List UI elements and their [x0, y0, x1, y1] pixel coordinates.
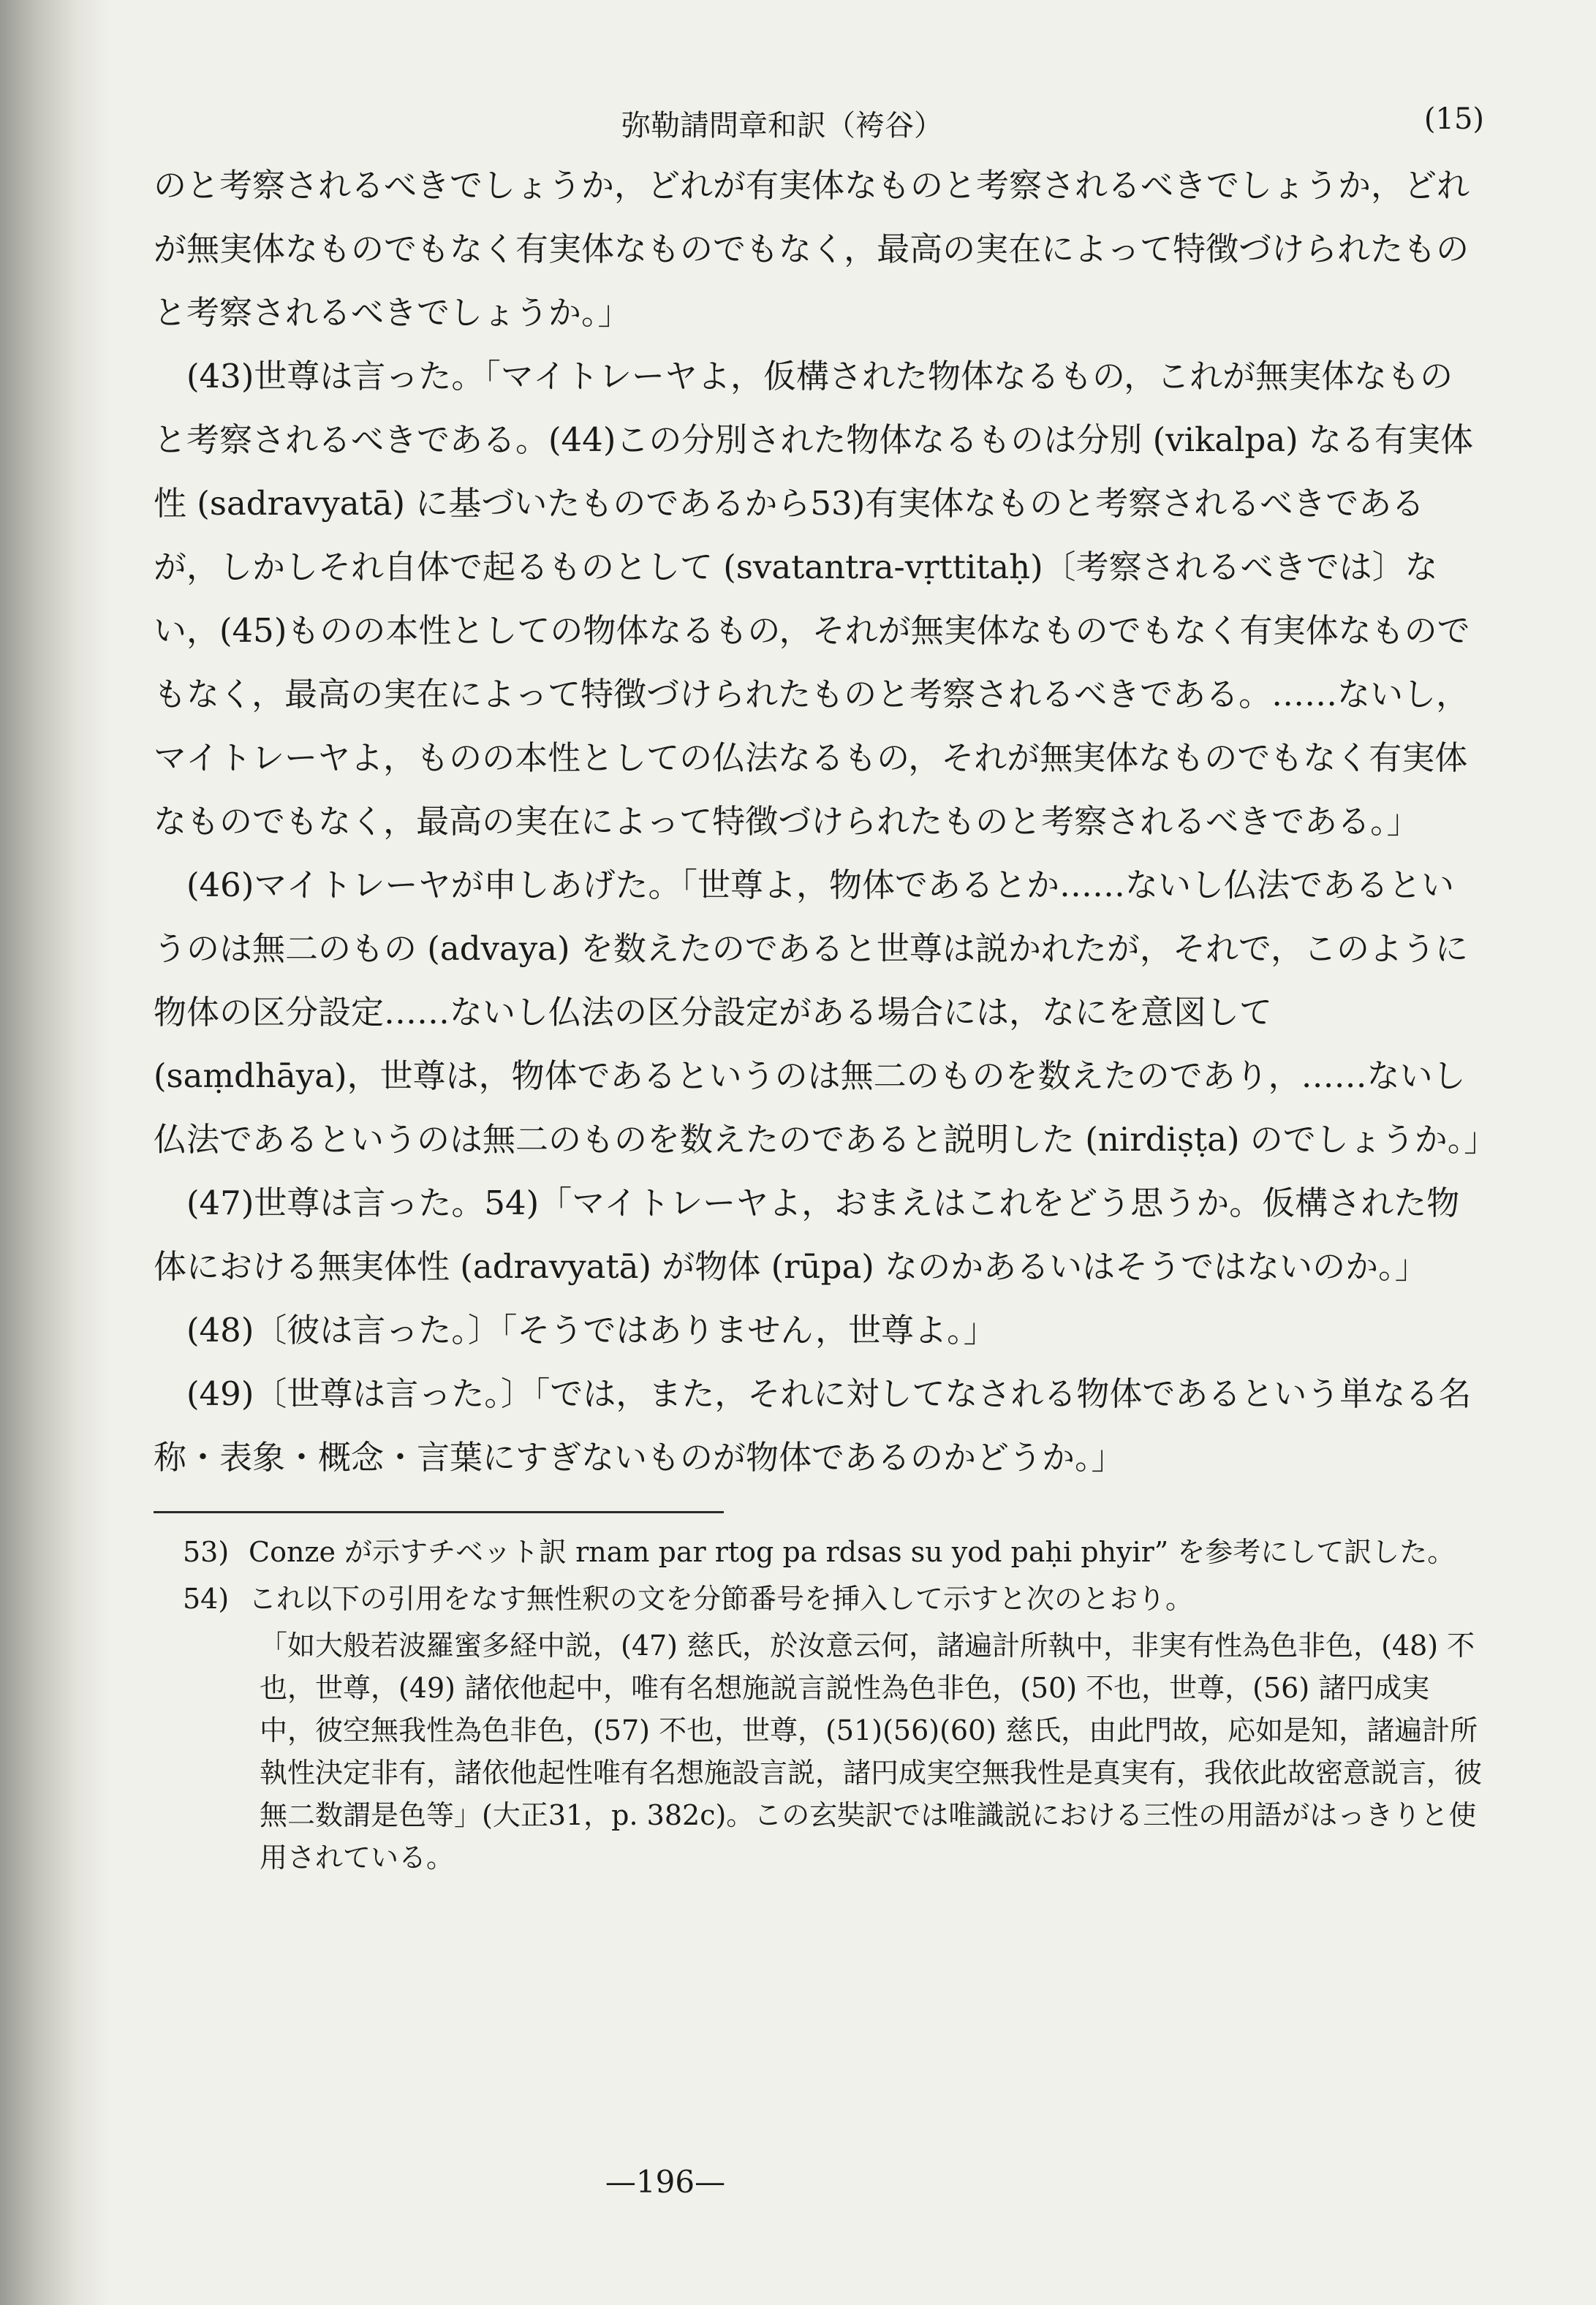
- footnote-rule: [154, 1511, 724, 1513]
- footnote: [154, 1531, 1484, 1573]
- paragraph: (43)世尊は言った。「マイトレーヤよ，仮構された物体なるもの，これが無実体なものと考察されるべきである。(44)この分別された物体なるものは分別 (vikalpa) なる有実体性 (sadravyatā) に基づいたものであるから53)有実体なものと考察されるべきであるが，しかしそれ自体で起るものとして (svatantra-vṛttitaḥ)〔考察されるべきでは〕ない，(45)ものの本性としての物体なるもの，それが無実体なものでもなく有実体なものでもなく，最高の実在によって特徴づけられたものと考察されるべきである。……ないし，マイトレーヤよ，ものの本性としての仏法なるもの，それが無実体なものでもなく有実体なものでもなく，最高の実在によって特徴づけられたものと考察されるべきである。」: [154, 357, 1474, 841]
- folio-page-number: —196—: [605, 2164, 726, 2200]
- paragraph: のと考察されるべきでしょうか，どれが有実体なものと考察されるべきでしょうか，どれが無実体なものでもなく有実体なものでもなく，最高の実在によって特徴づけられたものと考察されるべきでしょうか。」: [154, 166, 1470, 332]
- footnote-number: 54): [183, 1583, 230, 1615]
- paragraph: (49)〔世尊は言った。〕「では，また，それに対してなされる物体であるという単なる名称・表象・概念・言葉にすぎないものが物体であるのかどうか。」: [154, 1374, 1472, 1477]
- footnote-number: 53): [183, 1536, 230, 1568]
- main-text: [154, 154, 1497, 1489]
- footnote-text: Conze が示すチベット訳 rnam par rtog pa rdsas su yod paḥi phyir” を参考にして訳した。: [249, 1536, 1456, 1568]
- footnotes: [154, 1531, 1484, 1879]
- running-head-title: 弥勒請問章和訳（袴谷）: [621, 109, 943, 143]
- running-head-page-number: (15): [1423, 102, 1484, 136]
- footnote-text: これ以下の引用をなす無性釈の文を分節番号を挿入して示すと次のとおり。: [249, 1583, 1194, 1615]
- paragraph: (48)〔彼は言った。〕「そうではありません，世尊よ。」: [186, 1311, 996, 1350]
- paragraph: (46)マイトレーヤが申しあげた。「世尊よ，物体であるとか……ないし仏法であるというのは無二のもの (advaya) を数えたのであると世尊は説かれたが，それで，このように物体の区分設定……ないし仏法の区分設定がある場合には，なにを意図して (saṃdhāya)，世尊は，物体であるというのは無二のものを数えたのであり，……ないし仏法であるというのは無二のものを数えたのであると説明した (nirdiṣṭa) のでしょうか。」: [154, 866, 1497, 1159]
- footnote: [154, 1578, 1484, 1620]
- footnote-quotation: 「如大般若波羅蜜多経中説，(47) 慈氏，於汝意云何，諸遍計所執中，非実有性為色非色，(48) 不也，世尊，(49) 諸依他起中，唯有名想施説言説性為色非色，(50) 不也，世尊，(56) 諸円成実中，彼空無我性為色非色，(57) 不也，世尊，(51)(56)(60) 慈氏，由此門故，応如是知，諸遍計所執性決定非有，諸依他起性唯有名想施設言説，諸円成実空無我性是真実有，我依此故密意説言，彼無二数謂是色等」(大正31，p. 382c)。この玄奘訳では唯識説における三性の用語がはっきりと使用されている。: [260, 1630, 1483, 1874]
- page-content: [154, 88, 1497, 1879]
- paragraph: (47)世尊は言った。54)「マイトレーヤよ，おまえはこれをどう思うか。仮構された物体における無実体性 (adravyatā) が物体 (rūpa) なのかあるいはそうではないのか。」: [154, 1184, 1460, 1286]
- scan-gutter-shadow: [0, 0, 110, 2305]
- running-head: [154, 88, 1484, 143]
